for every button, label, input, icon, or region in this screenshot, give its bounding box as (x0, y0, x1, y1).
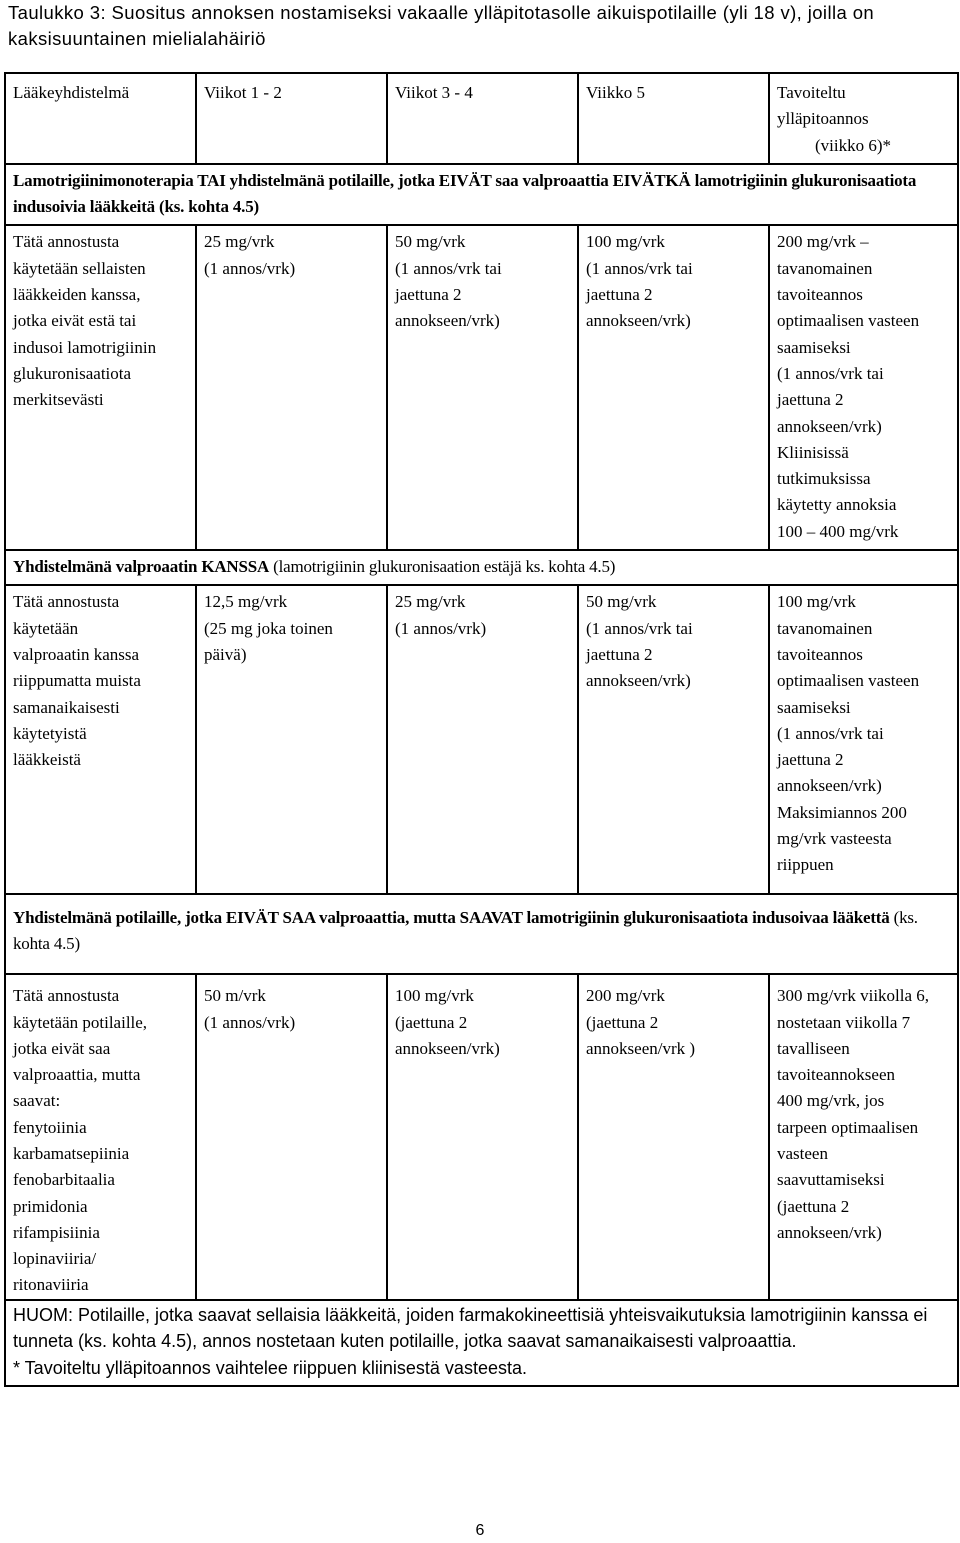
text-line: 100 – 400 mg/vrk (777, 521, 899, 541)
text-line: käytetyistä (13, 723, 87, 743)
text-line: annokseen/vrk ) (586, 1038, 696, 1058)
text-line: 50 mg/vrk (395, 232, 466, 252)
text-line: (1 annos/vrk) (204, 258, 296, 278)
text-line: (1 annos/vrk tai (395, 258, 502, 278)
section-heading-normal: (ks. kohta 4.5) (13, 907, 918, 953)
text-line: käytetään sellaisten (13, 258, 146, 278)
text-line: lääkkeistä (13, 750, 81, 770)
target-dose-cell (769, 974, 958, 1300)
text-line: 12,5 mg/vrk (204, 592, 288, 612)
text-line: annokseen/vrk) (586, 671, 691, 691)
text-line: 200 mg/vrk (586, 986, 665, 1006)
table-caption: Taulukko 3: Suositus annoksen nostamiseksi vakaalle ylläpitotasolle aikuispotilaille (yli 18 v), joilla on kaksisuuntainen mielialahäiriö (8, 2, 875, 49)
text-line: nostetaan viikolla 7 (777, 1012, 911, 1032)
text-line: Kliinisissä (777, 442, 849, 462)
text-line: ylläpitoannos (777, 109, 869, 129)
dose-weeks-3-4-cell (387, 225, 578, 550)
section-heading (5, 894, 958, 975)
page-number: 6 (475, 1522, 485, 1539)
dosage-row (5, 225, 958, 550)
text-line: (viikko 6)* (814, 135, 891, 155)
text-line: indusoi lamotrigiinin (13, 337, 157, 357)
text-line: fenobarbitaalia (13, 1170, 115, 1190)
target-dose-header-lines (777, 80, 951, 159)
text-line: mg/vrk vasteesta (777, 829, 892, 849)
text-line: käytetty annoksia (777, 495, 897, 515)
text-line: (1 annos/vrk tai (586, 618, 693, 638)
text-line: Tätä annostusta (13, 592, 120, 612)
text-line: saamiseksi (777, 697, 851, 717)
text-line: 300 mg/vrk viikolla 6, (777, 986, 930, 1006)
dosage-row (5, 585, 958, 893)
text-line: tavanomainen (777, 618, 873, 638)
text-line: 50 mg/vrk (586, 592, 657, 612)
text-line: 100 mg/vrk (395, 986, 474, 1006)
text-line: 50 m/vrk (204, 986, 266, 1006)
text-line: jotka eivät saa (13, 1038, 111, 1058)
dosage-row (5, 974, 958, 1300)
text-line: valproaattia, mutta (13, 1065, 141, 1085)
text-line: tarpeen optimaalisen (777, 1117, 919, 1137)
dose-weeks-1-2-cell (196, 225, 387, 550)
target-dose-cell (769, 225, 958, 550)
footnote-text: * Tavoiteltu ylläpitoannos vaihtelee riippuen kliinisestä vasteesta. (13, 1357, 527, 1378)
text-line: saavat: (13, 1091, 61, 1111)
text-line: fenytoiinia (13, 1117, 87, 1137)
section-heading-bold: Lamotrigiinimonoterapia TAI yhdistelmänä potilaille, jotka EIVÄT saa valproaattia EIVÄTKÄ lamotrigiinin glukuronisaatiota indusoivia lääkkeitä (ks. kohta 4.5) (13, 170, 917, 217)
dose-weeks-1-2-cell (196, 974, 387, 1300)
text-line: lääkkeiden kanssa, (13, 285, 141, 305)
text-line: (1 annos/vrk) (204, 1012, 296, 1032)
text-line: (1 annos/vrk tai (777, 363, 884, 383)
text-line: 400 mg/vrk, jos (777, 1091, 885, 1111)
combination-description-cell (5, 225, 196, 550)
text-line: optimaalisen vasteen (777, 671, 920, 691)
text-line: jaettuna 2 (395, 285, 462, 305)
text-line: (jaettuna 2 (586, 1012, 659, 1032)
text-line: jaettuna 2 (777, 750, 844, 770)
header-cell-combination: Lääkeyhdistelmä (5, 73, 196, 164)
section-heading-bold: Yhdistelmänä potilaille, jotka EIVÄT SAA valproaattia, mutta SAAVAT lamotrigiinin glukuronisaatiota indusoivaa lääkettä (13, 907, 890, 927)
text-line: Tätä annostusta (13, 232, 120, 252)
text-line: jaettuna 2 (777, 390, 844, 410)
header-cell-weeks-1-2: Viikot 1 - 2 (196, 73, 387, 164)
text-line: käytetään potilaille, (13, 1012, 148, 1032)
dosage-table (4, 72, 959, 1387)
text-line: annokseen/vrk) (777, 416, 882, 436)
text-line: optimaalisen vasteen (777, 311, 920, 331)
target-dose-cell (769, 585, 958, 893)
dose-weeks-3-4-cell (387, 585, 578, 893)
text-line: Tavoiteltu (777, 83, 846, 102)
header-cell-target-dose (769, 73, 958, 164)
text-line: tavalliseen (777, 1038, 850, 1058)
dose-week-5-cell (578, 225, 769, 550)
text-line: ritonaviiria (13, 1275, 89, 1295)
combination-description-cell (5, 585, 196, 893)
section-heading (5, 164, 958, 226)
note-row (5, 1300, 958, 1387)
dose-week-5-cell (578, 974, 769, 1300)
text-line: 25 mg/vrk (395, 592, 466, 612)
section-heading (5, 550, 958, 585)
text-line: riippuen (777, 855, 834, 875)
section-heading-row (5, 550, 958, 585)
text-line: tutkimuksissa (777, 469, 871, 489)
text-line: riippumatta muista (13, 671, 141, 691)
text-line: primidonia (13, 1196, 88, 1216)
text-line: Tätä annostusta (13, 986, 120, 1006)
text-line: saavuttamiseksi (777, 1170, 885, 1190)
text-line: 25 mg/vrk (204, 232, 275, 252)
dose-weeks-1-2-cell (196, 585, 387, 893)
text-line: (1 annos/vrk tai (586, 258, 693, 278)
text-line: annokseen/vrk) (777, 776, 882, 796)
text-line: jaettuna 2 (586, 644, 653, 664)
section-heading-row (5, 894, 958, 975)
text-line: tavoiteannos (777, 285, 863, 305)
combination-description-cell (5, 974, 196, 1300)
header-cell-week-5: Viikko 5 (578, 73, 769, 164)
text-line: karbamatsepiinia (13, 1143, 130, 1163)
text-line: saamiseksi (777, 337, 851, 357)
text-line: annokseen/vrk) (395, 311, 500, 331)
text-line: tavanomainen (777, 258, 873, 278)
text-line: valproaatin kanssa (13, 644, 140, 664)
note-text: HUOM: Potilaille, jotka saavat sellaisia lääkkeitä, joiden farmakokineettisiä yhteisvaikutuksia lamotrigiinin kanssa ei tunneta (ks. kohta 4.5), annos nostetaan kuten potilaille, jotka saavat samanaikaisesti valproaattia. (13, 1304, 928, 1352)
note-cell (5, 1300, 958, 1387)
text-line: glukuronisaatiota (13, 363, 132, 383)
section-heading-row (5, 164, 958, 226)
dose-week-5-cell (578, 585, 769, 893)
text-line: (jaettuna 2 (395, 1012, 468, 1032)
text-line: jaettuna 2 (586, 285, 653, 305)
text-line: lopinaviiria/ (13, 1249, 97, 1269)
text-line: Maksimiannos 200 (777, 802, 907, 822)
text-line: (25 mg joka toinen (204, 618, 333, 638)
header-cell-weeks-3-4: Viikot 3 - 4 (387, 73, 578, 164)
header-row (5, 73, 958, 164)
dose-weeks-3-4-cell (387, 974, 578, 1300)
text-line: käytetään (13, 618, 79, 638)
text-line: samanaikaisesti (13, 697, 120, 717)
text-line: annokseen/vrk) (395, 1038, 500, 1058)
text-line: annokseen/vrk) (586, 311, 691, 331)
text-line: (jaettuna 2 (777, 1196, 850, 1216)
text-line: (1 annos/vrk) (395, 618, 487, 638)
text-line: rifampisiinia (13, 1222, 100, 1242)
text-line: (1 annos/vrk tai (777, 723, 884, 743)
text-line: jotka eivät estä tai (13, 311, 137, 331)
section-heading-normal: (lamotrigiinin glukuronisaation estäjä ks. kohta 4.5) (269, 557, 616, 577)
text-line: merkitsevästi (13, 390, 104, 410)
text-line: annokseen/vrk) (777, 1222, 882, 1242)
text-line: vasteen (777, 1143, 828, 1163)
text-line: 100 mg/vrk (777, 592, 856, 612)
section-heading-bold: Yhdistelmänä valproaatin KANSSA (13, 557, 270, 577)
text-line: päivä) (204, 644, 247, 664)
text-line: 200 mg/vrk – (777, 232, 869, 252)
text-line: 100 mg/vrk (586, 232, 665, 252)
text-line: tavoiteannos (777, 644, 863, 664)
text-line: tavoiteannokseen (777, 1065, 896, 1085)
